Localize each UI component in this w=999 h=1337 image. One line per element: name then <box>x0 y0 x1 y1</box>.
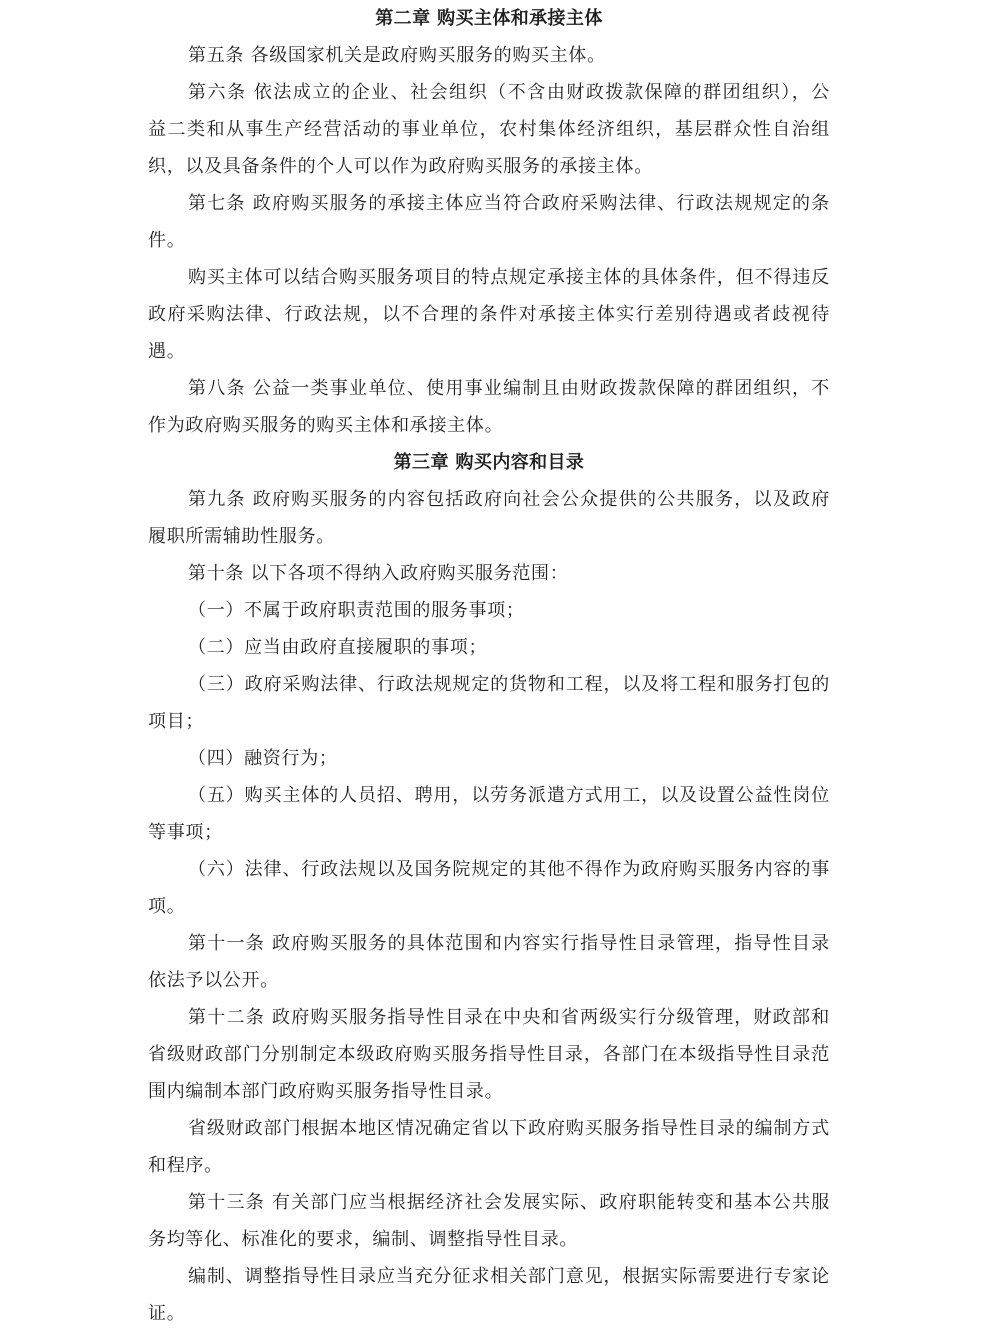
text-line: 件。 <box>148 230 186 251</box>
text-line: （五）购买主体的人员招、聘用，以劳务派遣方式用工，以及设置公益性岗位 <box>188 785 830 806</box>
chapter-2 <box>148 0 830 444</box>
text-line: （一）不属于政府职责范围的服务事项； <box>188 600 525 621</box>
article-paragraph <box>148 370 830 444</box>
article-paragraph <box>148 1258 830 1332</box>
text-line: 第六条 依法成立的企业、社会组织（不含由财政拨款保障的群团组织），公 <box>188 82 830 103</box>
text-line: 项目； <box>148 711 205 732</box>
text-line: 等事项； <box>148 822 223 843</box>
list-item <box>148 777 830 851</box>
text-line: 项。 <box>148 896 186 917</box>
text-line: （六）法律、行政法规以及国务院规定的其他不得作为政府购买服务内容的事 <box>188 859 830 880</box>
text-line: 第五条 各级国家机关是政府购买服务的购买主体。 <box>188 45 606 66</box>
text-line: 政府采购法律、行政法规，以不合理的条件对承接主体实行差别待遇或者歧视待 <box>148 304 830 325</box>
text-line: 作为政府购买服务的购买主体和承接主体。 <box>148 415 504 436</box>
text-line: 编制、调整指导性目录应当充分征求相关部门意见，根据实际需要进行专家论 <box>188 1266 830 1287</box>
text-line: 第十三条 有关部门应当根据经济社会发展实际、政府职能转变和基本公共服 <box>188 1192 830 1213</box>
text-line: 依法予以公开。 <box>148 970 279 991</box>
article-paragraph <box>148 999 830 1110</box>
article-paragraph <box>148 74 830 185</box>
text-line: 遇。 <box>148 341 186 362</box>
chapter-3 <box>148 444 830 1332</box>
text-line: 第十二条 政府购买服务指导性目录在中央和省两级实行分级管理，财政部和 <box>188 1007 830 1028</box>
text-line: 和程序。 <box>148 1155 223 1176</box>
text-line: 省级财政部门分别制定本级政府购买服务指导性目录，各部门在本级指导性目录范 <box>148 1044 830 1065</box>
text-line: 第九条 政府购买服务的内容包括政府向社会公众提供的公共服务，以及政府 <box>188 489 830 510</box>
list-item <box>148 666 830 740</box>
article-paragraph <box>148 259 830 370</box>
text-line: 第十条 以下各项不得纳入政府购买服务范围： <box>188 563 569 584</box>
text-line: （三）政府采购法律、行政法规规定的货物和工程，以及将工程和服务打包的 <box>188 674 830 695</box>
text-line: 第七条 政府购买服务的承接主体应当符合政府采购法律、行政法规规定的条 <box>188 193 830 214</box>
text-line: 务均等化、标准化的要求，编制、调整指导性目录。 <box>148 1229 579 1250</box>
list-item <box>148 851 830 925</box>
text-line: 证。 <box>148 1303 186 1324</box>
document-body <box>148 0 830 1332</box>
text-line: 织，以及具备条件的个人可以作为政府购买服务的承接主体。 <box>148 156 653 177</box>
article-paragraph <box>148 1184 830 1258</box>
text-line: 购买主体可以结合购买服务项目的特点规定承接主体的具体条件，但不得违反 <box>188 267 830 288</box>
chapter-heading: 第二章 购买主体和承接主体 <box>375 8 603 29</box>
article-paragraph <box>148 481 830 555</box>
text-line: （二）应当由政府直接履职的事项； <box>188 637 488 658</box>
text-line: 省级财政部门根据本地区情况确定省以下政府购买服务指导性目录的编制方式 <box>188 1118 830 1139</box>
list-item <box>148 629 830 666</box>
article-paragraph <box>148 185 830 259</box>
text-line: 围内编制本部门政府购买服务指导性目录。 <box>148 1081 504 1102</box>
article-paragraph <box>148 555 830 592</box>
text-line: 第十一条 政府购买服务的具体范围和内容实行指导性目录管理，指导性目录 <box>188 933 830 954</box>
article-paragraph <box>148 1110 830 1184</box>
text-line: 第八条 公益一类事业单位、使用事业编制且由财政拨款保障的群团组织，不 <box>188 378 830 399</box>
text-line: 履职所需辅助性服务。 <box>148 526 335 547</box>
chapter-heading: 第三章 购买内容和目录 <box>393 452 585 473</box>
list-item <box>148 740 830 777</box>
list-item <box>148 592 830 629</box>
text-line: 益二类和从事生产经营活动的事业单位，农村集体经济组织，基层群众性自治组 <box>148 119 830 140</box>
text-line: （四）融资行为； <box>188 748 338 769</box>
article-paragraph <box>148 925 830 999</box>
article-paragraph <box>148 37 830 74</box>
